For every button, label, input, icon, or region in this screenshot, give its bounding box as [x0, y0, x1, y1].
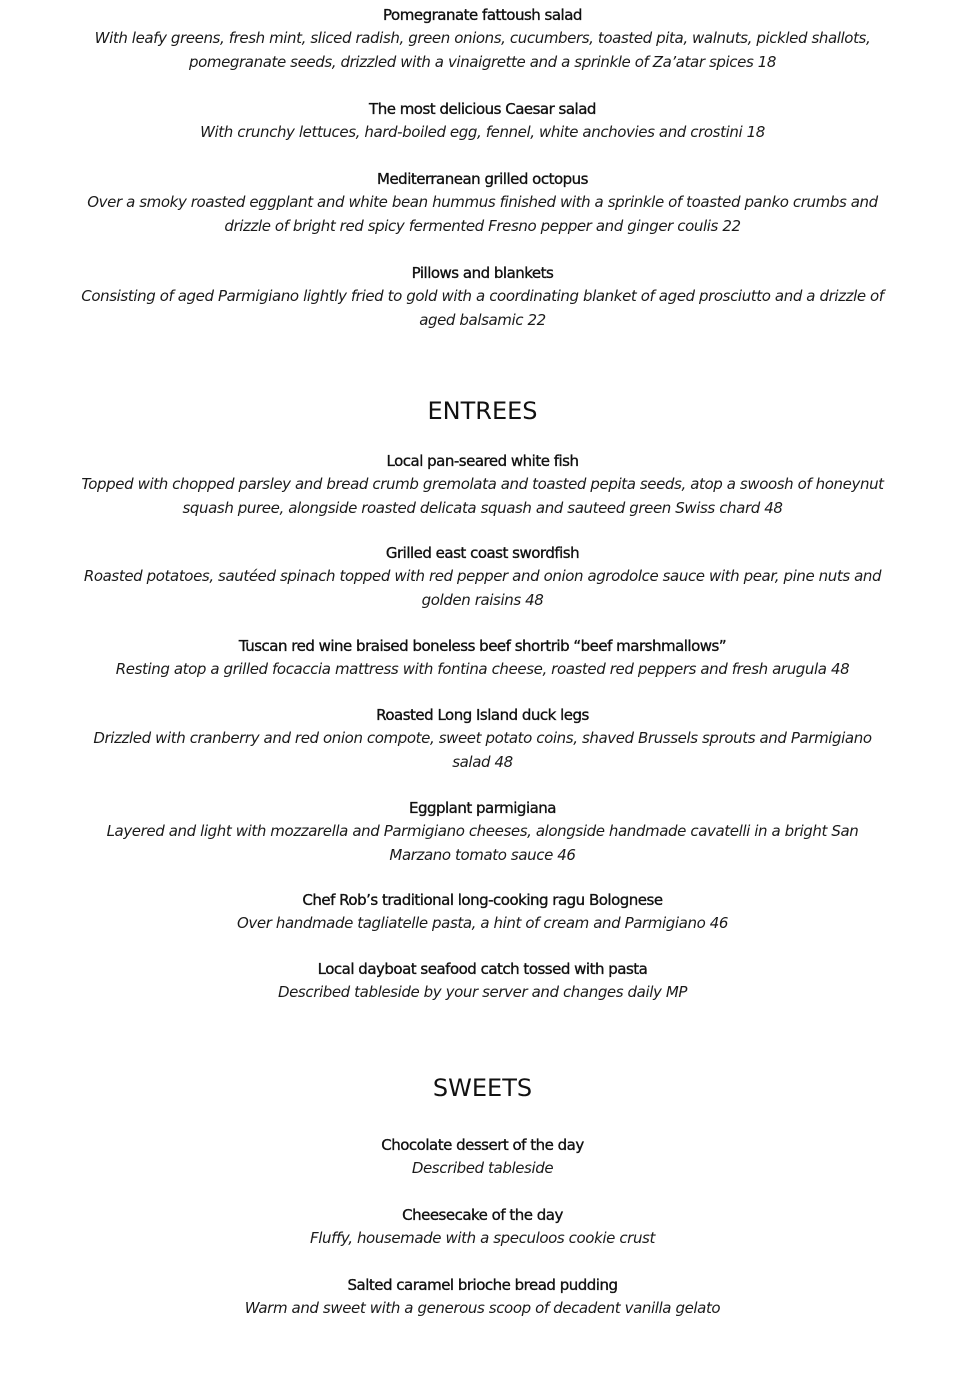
menu-item-cheesecake [80, 1203, 885, 1251]
menu-item-seafood-pasta [80, 957, 885, 1005]
section-title-entrees: ENTREES [427, 397, 538, 425]
menu-item-description: Resting atop a grilled focaccia mattress with fontina cheese, roasted red peppers and fresh arugula 48 [115, 660, 850, 678]
menu-item-description: Warm and sweet with a generous scoop of decadent vanilla gelato [244, 1299, 721, 1317]
menu-item-swordfish [80, 541, 885, 612]
menu-item-chocolate-dessert [80, 1133, 885, 1181]
menu-item-description: Fluffy, housemade with a speculoos cookie crust [310, 1229, 655, 1247]
menu-item-description: With leafy greens, fresh mint, sliced radish, green onions, cucumbers, toasted pita, walnuts, pickled shallots, pomegranate seeds, drizzled with a vinaigrette and a sprinkle of Za’atar spices 18 [94, 29, 871, 71]
menu-item-description: Topped with chopped parsley and bread crumb gremolata and toasted pepita seeds, atop a swoosh of honeynut squash puree, alongside roasted delicata squash and sauteed green Swiss chard 48 [81, 475, 884, 517]
menu-item-name: Local pan-seared white fish [386, 452, 579, 470]
menu-item-white-fish [80, 449, 885, 520]
menu-item-beef-shortrib [80, 634, 885, 682]
menu-item-description: Over handmade tagliatelle pasta, a hint of cream and Parmigiano 46 [236, 914, 729, 932]
menu-item-name: Cheesecake of the day [402, 1206, 563, 1224]
menu-item-pillows-and-blankets [80, 261, 885, 332]
menu-item-description: Consisting of aged Parmigiano lightly fried to gold with a coordinating blanket of aged prosciutto and a drizzle of aged balsamic 22 [81, 287, 884, 329]
menu-item-name: Local dayboat seafood catch tossed with pasta [317, 960, 648, 978]
menu-item-name: Pomegranate fattoush salad [383, 6, 582, 24]
menu-item-pomegranate-fattoush-salad [80, 3, 885, 74]
menu-item-name: Eggplant parmigiana [408, 799, 557, 817]
menu-item-name: Tuscan red wine braised boneless beef shortrib “beef marshmallows” [238, 637, 727, 655]
menu-item-description: Layered and light with mozzarella and Parmigiano cheeses, alongside handmade cavatelli in a bright San Marzano tomato sauce 46 [106, 822, 859, 864]
menu-item-name: Chef Rob’s traditional long-cooking ragu Bolognese [302, 891, 663, 909]
menu-item-description: Drizzled with cranberry and red onion compote, sweet potato coins, shaved Brussels sprouts and Parmigiano salad 48 [93, 729, 872, 771]
menu-item-grilled-octopus [80, 167, 885, 238]
menu-item-description: Roasted potatoes, sautéed spinach topped with red pepper and onion agrodolce sauce with pear, pine nuts and golden raisins 48 [83, 567, 882, 609]
menu-item-name: Salted caramel brioche bread pudding [347, 1276, 618, 1294]
menu-item-name: Mediterranean grilled octopus [377, 170, 588, 188]
section-title-sweets: SWEETS [432, 1074, 533, 1102]
menu-item-description: Described tableside [411, 1159, 554, 1177]
menu-item-duck-legs [80, 703, 885, 774]
menu-item-name: Grilled east coast swordfish [385, 544, 580, 562]
menu-item-ragu-bolognese [80, 888, 885, 936]
menu-item-description: With crunchy lettuces, hard-boiled egg, fennel, white anchovies and crostini 18 [200, 123, 765, 141]
menu-item-description: Over a smoky roasted eggplant and white bean hummus finished with a sprinkle of toasted panko crumbs and drizzle of bright red spicy fermented Fresno pepper and ginger coulis 22 [87, 193, 878, 235]
menu-item-name: The most delicious Caesar salad [369, 100, 596, 118]
menu-item-caesar-salad [80, 97, 885, 145]
menu-item-name: Pillows and blankets [411, 264, 554, 282]
menu-item-description: Described tableside by your server and changes daily MP [277, 983, 688, 1001]
menu-item-bread-pudding [80, 1273, 885, 1321]
menu-item-eggplant-parmigiana [80, 796, 885, 867]
menu-item-name: Roasted Long Island duck legs [376, 706, 589, 724]
menu-item-name: Chocolate dessert of the day [381, 1136, 584, 1154]
